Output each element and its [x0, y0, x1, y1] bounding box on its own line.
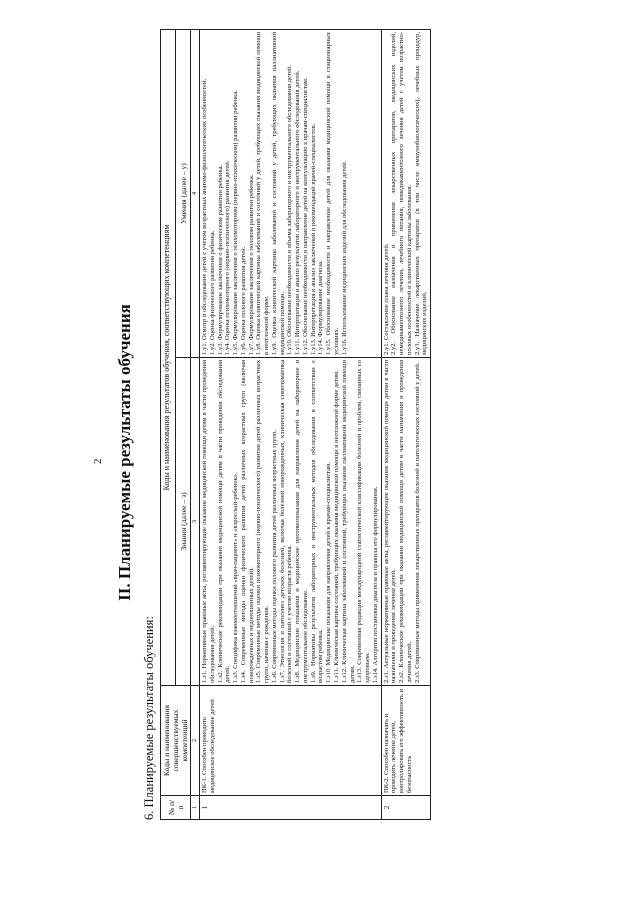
table-header-row [161, 29, 176, 819]
skill-item: 1.у5. Формулирование заключения о психомоторном (нервно-психическом) развитии ребенка. [232, 90, 240, 355]
skill-item: 1.у14. Формулирование диагноза. [317, 260, 325, 355]
column-number: 1 [191, 796, 200, 820]
column-number: 2 [191, 686, 200, 796]
section-title: II. Планируемые результаты обучения [115, 304, 134, 601]
table-body [199, 29, 430, 819]
knowledge-item: 1.з13. Современная редакция международной статистической классификации болезней и проблем, связанных со здоровьем. [356, 360, 372, 683]
table-row [381, 29, 431, 819]
knowledge-cell [381, 358, 431, 686]
row-number: 2 [381, 796, 431, 820]
header-competence: Коды и наименования совершенствуемых компетенций [161, 686, 191, 796]
skill-item: 1.у7. Формулирование заключения о половом развитии ребенка. [247, 174, 255, 355]
table-row [199, 29, 381, 819]
column-number: 3 [191, 358, 200, 686]
knowledge-item: 1.з8. Медицинские показания и медицинские противопоказания для направления детей на лабораторное и инструментальное обследование. [294, 360, 309, 683]
row-number: 1 [199, 796, 381, 820]
subsection-title: 6. Планируемые результаты обучения: [142, 616, 156, 820]
knowledge-item: 1.з3. Специфика взаимоотношений «врач-пациент» и «взрослый-ребенок». [232, 472, 240, 683]
knowledge-item: 2.з2. Клинические рекомендации при оказании медицинской помощи детям в части назначения и проведения лечения детей. [398, 360, 413, 683]
knowledge-item: 1.з1. Нормативные правовые акты, регламентирующие оказание медицинской помощи детям в части проведения обследования детей. [200, 360, 216, 683]
page-number: 2 [92, 458, 104, 464]
skill-item: 1.у1. Осмотр и обследование детей с учетом возрастных анатомо-физиологических особенностей. [200, 78, 208, 355]
skill-item: 1.у8. Оценка клинической картины заболеваний и состояний у детей, требующих оказания медицинской помощи в неотложной форме. [255, 31, 271, 355]
skill-item: 2.у2. Обоснование назначения и применения лекарственных препаратов, медицинских изделий, немедикаментозного лечения, лечебного питания, немедикаментозного лечения детей с учетом возрастно-половых особенностей и клинической картины заболевания. [390, 31, 413, 355]
header-skills: Умения (далее – у) [176, 29, 191, 357]
header-knowledge: Знания (далее – з) [176, 358, 191, 686]
skill-item: 1.у15. Обоснование необходимости и направление детей для оказания медицинской помощи в стационарных условиях. [325, 31, 340, 355]
skill-item: 1.у6. Оценка полового развития детей. [239, 246, 247, 355]
column-number-row [191, 29, 200, 819]
learning-outcomes-table [160, 29, 431, 820]
knowledge-item: 1.з7. Этиология и патогенез детских болезней, включая болезней новорожденных, клиническая симптоматика болезней и состояний с учетом возраста ребенка. [278, 360, 294, 683]
competence-cell: ПК-1. Способен проводить медицинское обследование детей [199, 686, 381, 796]
skill-item: 1.у9. Оценка клинической картины заболеваний и состояний у детей, требующих оказания паллиативной медицинской помощи. [270, 31, 286, 355]
skill-item: 1.у3. Формулирование заключения о физическом развитии ребенка. [216, 164, 224, 355]
knowledge-item: 1.з11. Клиническая картина состояний, требующих оказания медицинской помощи в неотложной форме детям. [333, 370, 340, 683]
skill-item: 1.у11. Интерпретация и анализ результатов лабораторного и инструментального обследования детей. [294, 70, 302, 355]
skill-item: 2.у3. Назначение лекарственных препаратов (в том числе иммунобиологических), лечебных процедур, медицинских изделий, [413, 31, 429, 355]
knowledge-item: 1.з10. Медицинские показания для направления детей к врачам-специалистам. [325, 462, 333, 683]
skills-cell [199, 29, 381, 357]
knowledge-item: 2.з3. Современные методы применения лекарственных препаратов болезней и патологических состояний у детей. [413, 362, 421, 683]
knowledge-item: 1.з4. Современные методы оценки физического развития детей различных возрастных групп (включая новорожденных и недоношенных детей). [239, 360, 255, 683]
knowledge-item: 1.з5. Современные методы оценки психомоторного (нервно-психического) развития детей различных возрастных групп, начиная с рождения. [255, 360, 271, 683]
skill-item: 1.у13. Интерпретация и анализ заключений и рекомендаций врачей-специалистов. [309, 123, 317, 355]
skill-item: 1.у2. Оценка физического развития ребенка. [208, 230, 216, 355]
knowledge-item: 2.з1. Актуальные нормативные правовые акты, регламентирующие оказание медицинской помощи детям в части назначения и проведения лечения детей. [382, 360, 398, 683]
competence-cell: ПК-2. Способен назначать и проводить лечение детей, контролировать его эффективность и безопасность [381, 686, 431, 796]
skill-item: 1.у12. Обоснование необходимости и направление детей на консультацию к врачам-специалистам. [301, 77, 309, 355]
skill-item: 1.у4. Оценка психомоторного (нервно-психического) развития детей. [224, 160, 232, 355]
knowledge-item: 1.з6. Современные методы оценки полового развития детей различных возрастных групп. [270, 429, 278, 683]
knowledge-cell [199, 358, 381, 686]
skill-item: 2.у1. Составление плана лечения детей. [382, 243, 390, 355]
knowledge-item: 1.з9. Нормативы результатов лабораторных и инструментальных методов обследования в соответствии с возрастом ребенка. [309, 360, 325, 683]
skill-item: 1.у16. Использование медицинских изделий для обследования детей. [340, 160, 348, 355]
column-number: 4 [191, 29, 200, 357]
knowledge-item: 1.з2. Клинические рекомендации при оказании медицинской помощи детям в части проведения обследования детей. [216, 360, 232, 683]
header-num: № п/п [161, 796, 191, 820]
knowledge-item: 1.з14. Алгоритм постановки диагноза и правила его формулирования. [371, 486, 379, 683]
skill-item: 1.у10. Обоснование необходимости и объема лабораторного и инструментального обследования детей. [286, 65, 294, 355]
header-results-group: Коды и наименования результатов обучения, соответствующих компетенциям [161, 29, 176, 685]
knowledge-item: 1.з12. Клиническая картина заболеваний и состояний, требующих оказания паллиативной медицинской помощи детям. [340, 360, 356, 683]
skills-cell [381, 29, 431, 357]
